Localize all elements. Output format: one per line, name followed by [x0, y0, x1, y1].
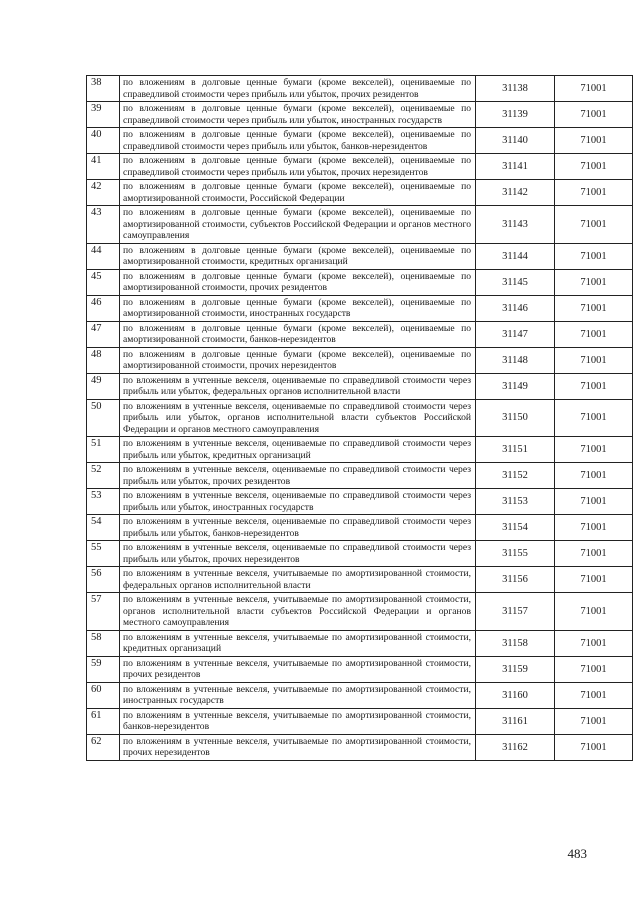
row-number: 48: [87, 347, 120, 373]
row-number: 40: [87, 128, 120, 154]
row-code: 31160: [476, 682, 555, 708]
table-row: [87, 489, 633, 515]
table-row: [87, 515, 633, 541]
row-account: 71001: [555, 399, 633, 437]
row-number: 58: [87, 630, 120, 656]
row-number: 50: [87, 399, 120, 437]
row-code: 31142: [476, 180, 555, 206]
table-row: [87, 295, 633, 321]
row-description: по вложениям в учтенные векселя, оцениваемые по справедливой стоимости через прибыль или убыток, иностранных государств: [120, 489, 476, 515]
table-row: [87, 102, 633, 128]
table-row: [87, 206, 633, 244]
row-number: 62: [87, 734, 120, 760]
row-code: 31156: [476, 567, 555, 593]
row-account: 71001: [555, 567, 633, 593]
row-number: 41: [87, 154, 120, 180]
row-account: 71001: [555, 515, 633, 541]
row-account: 71001: [555, 656, 633, 682]
row-account: 71001: [555, 295, 633, 321]
table-row: [87, 656, 633, 682]
row-description: по вложениям в учтенные векселя, оцениваемые по справедливой стоимости через прибыль или убыток, прочих резидентов: [120, 463, 476, 489]
table-row: [87, 567, 633, 593]
row-description: по вложениям в долговые ценные бумаги (кроме векселей), оцениваемые по амортизированной стоимости, субъектов Российской Федерации и органов местного самоуправления: [120, 206, 476, 244]
row-description: по вложениям в долговые ценные бумаги (кроме векселей), оцениваемые по амортизированной стоимости, банков-нерезидентов: [120, 321, 476, 347]
table-body: [87, 76, 633, 761]
row-number: 56: [87, 567, 120, 593]
row-account: 71001: [555, 682, 633, 708]
row-number: 49: [87, 373, 120, 399]
row-number: 57: [87, 593, 120, 631]
row-description: по вложениям в учтенные векселя, оцениваемые по справедливой стоимости через прибыль или убыток, органов исполнительной власти субъектов Российской Федерации и органов местного самоуправления: [120, 399, 476, 437]
row-number: 53: [87, 489, 120, 515]
row-description: по вложениям в долговые ценные бумаги (кроме векселей), оцениваемые по амортизированной стоимости, кредитных организаций: [120, 243, 476, 269]
row-number: 55: [87, 541, 120, 567]
table-row: [87, 734, 633, 760]
table-row: [87, 682, 633, 708]
row-description: по вложениям в учтенные векселя, оцениваемые по справедливой стоимости через прибыль или убыток, федеральных органов исполнительной власти: [120, 373, 476, 399]
row-number: 38: [87, 76, 120, 102]
row-number: 43: [87, 206, 120, 244]
row-code: 31161: [476, 708, 555, 734]
table-row: [87, 630, 633, 656]
row-code: 31145: [476, 269, 555, 295]
page-number: 483: [567, 846, 587, 861]
row-account: 71001: [555, 243, 633, 269]
row-description: по вложениям в учтенные векселя, оцениваемые по справедливой стоимости через прибыль или убыток, прочих нерезидентов: [120, 541, 476, 567]
row-code: 31141: [476, 154, 555, 180]
row-code: 31162: [476, 734, 555, 760]
row-account: 71001: [555, 154, 633, 180]
row-description: по вложениям в учтенные векселя, оцениваемые по справедливой стоимости через прибыль или убыток, кредитных организаций: [120, 437, 476, 463]
row-description: по вложениям в долговые ценные бумаги (кроме векселей), оцениваемые по справедливой стоимости через прибыль или убыток, прочих резидентов: [120, 76, 476, 102]
row-code: 31148: [476, 347, 555, 373]
row-account: 71001: [555, 630, 633, 656]
row-code: 31153: [476, 489, 555, 515]
table-row: [87, 708, 633, 734]
row-account: 71001: [555, 541, 633, 567]
row-number: 52: [87, 463, 120, 489]
row-account: 71001: [555, 180, 633, 206]
row-number: 61: [87, 708, 120, 734]
row-description: по вложениям в долговые ценные бумаги (кроме векселей), оцениваемые по амортизированной стоимости, иностранных государств: [120, 295, 476, 321]
row-description: по вложениям в учтенные векселя, учитываемые по амортизированной стоимости, кредитных организаций: [120, 630, 476, 656]
row-code: 31152: [476, 463, 555, 489]
row-code: 31159: [476, 656, 555, 682]
row-number: 44: [87, 243, 120, 269]
row-account: 71001: [555, 734, 633, 760]
row-account: 71001: [555, 102, 633, 128]
table-row: [87, 541, 633, 567]
row-code: 31139: [476, 102, 555, 128]
table-row: [87, 321, 633, 347]
table-row: [87, 154, 633, 180]
row-account: 71001: [555, 321, 633, 347]
row-description: по вложениям в учтенные векселя, учитываемые по амортизированной стоимости, иностранных государств: [120, 682, 476, 708]
row-account: 71001: [555, 269, 633, 295]
table-row: [87, 437, 633, 463]
row-code: 31150: [476, 399, 555, 437]
row-account: 71001: [555, 593, 633, 631]
table-row: [87, 399, 633, 437]
row-number: 45: [87, 269, 120, 295]
row-description: по вложениям в долговые ценные бумаги (кроме векселей), оцениваемые по справедливой стоимости через прибыль или убыток, банков-нерезидентов: [120, 128, 476, 154]
table-row: [87, 180, 633, 206]
row-number: 46: [87, 295, 120, 321]
row-code: 31146: [476, 295, 555, 321]
row-code: 31158: [476, 630, 555, 656]
row-code: 31149: [476, 373, 555, 399]
row-code: 31147: [476, 321, 555, 347]
table-row: [87, 76, 633, 102]
table-row: [87, 373, 633, 399]
row-description: по вложениям в учтенные векселя, учитываемые по амортизированной стоимости, прочих нерезидентов: [120, 734, 476, 760]
row-description: по вложениям в учтенные векселя, оцениваемые по справедливой стоимости через прибыль или убыток, банков-нерезидентов: [120, 515, 476, 541]
row-number: 47: [87, 321, 120, 347]
row-description: по вложениям в учтенные векселя, учитываемые по амортизированной стоимости, банков-нерезидентов: [120, 708, 476, 734]
row-code: 31144: [476, 243, 555, 269]
row-code: 31151: [476, 437, 555, 463]
row-description: по вложениям в долговые ценные бумаги (кроме векселей), оцениваемые по справедливой стоимости через прибыль или убыток, иностранных государств: [120, 102, 476, 128]
row-description: по вложениям в учтенные векселя, учитываемые по амортизированной стоимости, органов исполнительной власти субъектов Российской Федерации и органов местного самоуправления: [120, 593, 476, 631]
row-description: по вложениям в учтенные векселя, учитываемые по амортизированной стоимости, федеральных органов исполнительной власти: [120, 567, 476, 593]
row-number: 39: [87, 102, 120, 128]
row-account: 71001: [555, 708, 633, 734]
row-account: 71001: [555, 206, 633, 244]
row-code: 31155: [476, 541, 555, 567]
row-code: 31140: [476, 128, 555, 154]
row-number: 42: [87, 180, 120, 206]
row-description: по вложениям в долговые ценные бумаги (кроме векселей), оцениваемые по амортизированной стоимости, прочих нерезидентов: [120, 347, 476, 373]
row-number: 59: [87, 656, 120, 682]
row-number: 54: [87, 515, 120, 541]
row-account: 71001: [555, 347, 633, 373]
table-row: [87, 593, 633, 631]
table-row: [87, 463, 633, 489]
row-code: 31154: [476, 515, 555, 541]
accounts-table: [86, 75, 633, 761]
row-number: 60: [87, 682, 120, 708]
row-description: по вложениям в долговые ценные бумаги (кроме векселей), оцениваемые по амортизированной стоимости, прочих резидентов: [120, 269, 476, 295]
table-row: [87, 269, 633, 295]
row-account: 71001: [555, 128, 633, 154]
row-description: по вложениям в долговые ценные бумаги (кроме векселей), оцениваемые по амортизированной стоимости, Российской Федерации: [120, 180, 476, 206]
row-account: 71001: [555, 373, 633, 399]
row-account: 71001: [555, 489, 633, 515]
table-row: [87, 128, 633, 154]
table-row: [87, 243, 633, 269]
row-code: 31157: [476, 593, 555, 631]
row-account: 71001: [555, 463, 633, 489]
row-number: 51: [87, 437, 120, 463]
table-row: [87, 347, 633, 373]
row-description: по вложениям в долговые ценные бумаги (кроме векселей), оцениваемые по справедливой стоимости через прибыль или убыток, прочих нерезидентов: [120, 154, 476, 180]
row-code: 31138: [476, 76, 555, 102]
row-code: 31143: [476, 206, 555, 244]
row-description: по вложениям в учтенные векселя, учитываемые по амортизированной стоимости, прочих резидентов: [120, 656, 476, 682]
row-account: 71001: [555, 437, 633, 463]
row-account: 71001: [555, 76, 633, 102]
